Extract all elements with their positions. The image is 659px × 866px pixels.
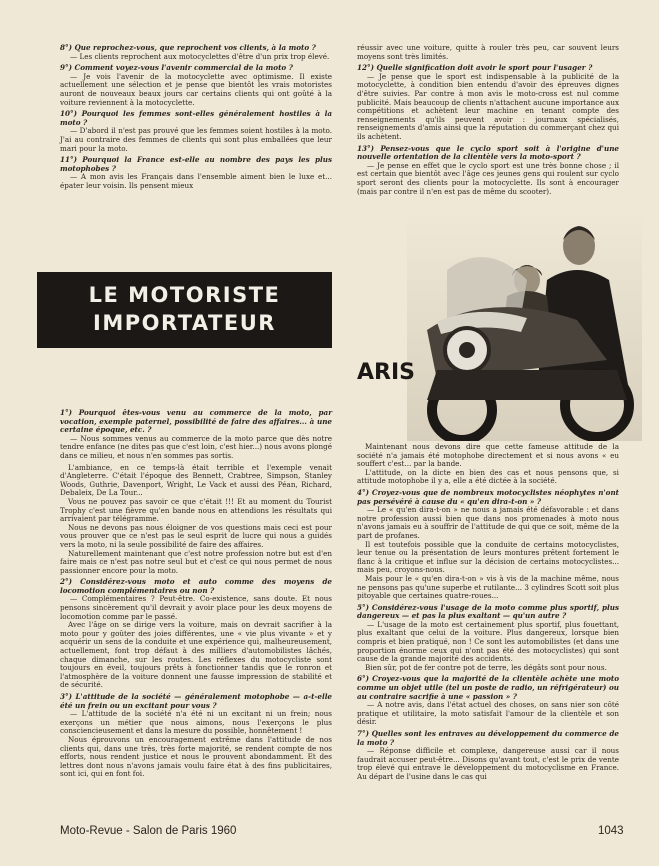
answer-text: — Les clients reprochent aux motocyclettes d'être d'un prix trop élevé.	[70, 51, 330, 61]
qa-item	[60, 44, 332, 61]
answer-text: — Réponse difficile et complexe, dangereuse aussi car il nous faudrait accuser peut-être... Disons qu'avant tout, c'est le prix de vente trop élevé qui entrave le développement du motocyclisme en France. Au départ de l'usine dans le cas qui	[357, 746, 619, 781]
answer-text: — D'abord il n'est pas prouvé que les femmes soient hostiles à la moto. J'ai au contraire des femmes de clients qui sont plus emballées que leur mari pour la moto.	[60, 126, 332, 153]
qa-item	[357, 44, 619, 61]
paragraph-text: Vous ne pouvez pas savoir ce que c'était !!! Et au moment du Tourist Trophy c'est une fièvre qu'en bande nous en attendions les résultats qui arrivaient par télégramme.	[60, 496, 332, 524]
paragraph-text: Nous ne devons pas nous éloigner de vos questions mais ceci est pour vous prouver que ce n'est pas le seul esprit de lucre qui nous a guidés vers la moto, ni la seule possibilité de faire des affaires.	[60, 522, 332, 549]
qa-item	[60, 64, 332, 107]
question-text: 6°) Croyez-vous que la majorité de la clientèle achète une moto comme un objet utile (tel un poste de radio, un réfrigérateur) ou au contraire sacrifie à une « passion » ?	[357, 674, 619, 701]
answer-text: — Je vois l'avenir de la motocyclette avec optimisme. Il existe actuellement une sélection et je pense que bientôt les vrais motoristes auront de nouveaux beaux jours car certains clients qui ont goûté à la voiture reviennent à la motocyclette.	[60, 71, 332, 107]
paragraph-text: L'ambiance, en ce temps-là était terrible et l'exemple venait d'Angleterre. C'était l'époque des Bennett, Crabtree, Simpson, Stanley Woods, Guthrie, Davenport, Wright, Le Vack et aussi des Péan, Richard, Debaleix, De La Tour...	[60, 462, 332, 498]
paragraph-text: Bien sûr, pot de fer contre pot de terre, les dégâts sont pour nous.	[365, 662, 607, 672]
answer-text: — Nous sommes venus au commerce de la moto parce que dès notre tendre enfance (ne dites pas que c'est loin, c'est hier...) nous avons plongé dans ce milieu, et nous n'en sommes pas sortis.	[60, 433, 332, 460]
banner-line-1: LE MOTORISTE	[88, 283, 281, 307]
qa-item	[60, 156, 332, 190]
answer-text: réussir avec une voiture, quitte à rouler très peu, car souvent leurs moyens sont très limités.	[357, 43, 619, 61]
answer-text: — L'usage de la moto est certainement plus sportif, plus fouettant, plus exaltant que celui de la voiture. Plus dangereux, lorsque bien compris et bien pratiqué, non ! Ce sont les automobilistes (et dans une proportion énorme ceux qui n'ont pas été des motocyclistes) qui sont cause de la grande majorité des accidents.	[357, 619, 619, 664]
question-text: 2°) Considérez-vous moto et auto comme des moyens de locomotion complémentaires ou non ?	[60, 577, 332, 595]
paragraph-text: L'attitude, on la dicte en bien des cas et nous pensons que, si attitude motophobe il y a, elle a été dictée à la société.	[357, 467, 619, 486]
answer-text: — A notre avis, dans l'état actuel des choses, on sans nier son côté pratique et utilitaire, la moto satisfait l'amour de la clientèle et son désir.	[357, 700, 619, 727]
top-left-column	[60, 44, 332, 194]
title-banner	[37, 272, 332, 348]
question-text: 10°) Pourquoi les femmes sont-elles généralement hostiles à la moto ?	[60, 109, 332, 127]
paragraph-text: Nous éprouvons un encouragement extrême dans l'attitude de nos clients qui, dans une très, très forte majorité, se rendent compte de nos efforts, nous rendent justice et nous le prouvent abondamment. Et des lettres dont nous n'avons jamais voulu faire état à des fins publicitaires, sont ici, qui en font foi.	[60, 734, 332, 779]
question-text: 8°) Que reprochez-vous, que reprochent vos clients, à la moto ?	[60, 43, 316, 52]
footer-publication: Moto-Revue - Salon de Paris 1960	[60, 825, 237, 837]
paragraph-text: Maintenant nous devons dire que cette fameuse attitude de la société n'a jamais été motophobe directement et si nous avons « eu souffert c'est... par la bande.	[357, 442, 619, 469]
question-text: 3°) L'attitude de la société — généralement motophobe — a-t-elle été un frein ou un excitant pour vous ?	[60, 692, 332, 710]
question-text: 12°) Quelle signification doit avoir le sport pour l'usager ?	[357, 63, 593, 73]
qa-item	[357, 145, 619, 197]
question-text: 11°) Pourquoi la France est-elle au nombre des pays les plus motophobes ?	[60, 155, 332, 173]
bottom-left-column	[60, 409, 332, 779]
answer-text: — Je pense en effet que le cyclo sport est une très bonne chose ; il est certain que bientôt avec l'âge ces jeunes gens qui roulent sur cyclo sport seront des clients pour la motocyclette. Ils sont à encourager (mais par contre il n'en est pas de même du scooter).	[357, 160, 619, 196]
rider-photo	[407, 210, 642, 441]
page-number: 1043	[598, 825, 624, 837]
question-text: 13°) Pensez-vous que le cyclo sport soit à l'origine d'une nouvelle orientation de la clientèle vers la moto-sport ?	[357, 143, 619, 162]
paragraph-text: Avec l'âge on se dirige vers la voiture, mais on devrait sacrifier à la moto pour y goûter des joies différentes, une « vie plus vivante » et y acquérir un sens de la conduite et une expérience qui, malheureusement, actuellement, font trop défaut à des milliers d'automobilistes lâchés, chaque dimanche, sur les routes. Les réflexes du motocycliste sont toujours en éveil, toujours prêts à fonctionner tandis que le ronron et l'atmosphère de la voiture donnent une fausse impression de stabilité et de sécurité.	[60, 620, 332, 690]
paragraph-text: Mais pour le « qu'en dira-t-on » vis à vis de la machine même, nous ne pensons pas qu'une superbe et rutilante... 3 cylindres Scott soit plus pitoyable que certaines quatre-roues...	[357, 573, 619, 601]
question-text: 1°) Pourquoi êtes-vous venu au commerce de la moto, par vocation, exemple paternel, possibilité de faire des affaires... à une certaine époque, etc. ?	[60, 408, 332, 435]
question-text: 4°) Croyez-vous que de nombreux motocyclistes néophytes n'ont pas persévéré à cause du « qu'en dira-t-on » ?	[357, 487, 619, 506]
bottom-right-column	[357, 443, 619, 785]
answer-text: — A mon avis les Français dans l'ensemble aiment bien le luxe et... épater leur voisin. Ils pensent mieux	[60, 172, 332, 190]
question-text: 7°) Quelles sont les entraves au développement du commerce de la moto ?	[357, 729, 619, 747]
paragraph-text: Il est toutefois possible que la conduite de certains motocyclistes, leur tenue ou la présentation de leurs montures prêtent fortement le flanc à la critique et influe sur la décision de certains motocyclistes... mais peu, croyons-nous.	[357, 539, 619, 575]
aris-heading: ARIS	[357, 360, 415, 385]
question-text: 5°) Considérez-vous l'usage de la moto comme plus sportif, plus dangereux — et pas la plus exaltant — qu'un autre ?	[357, 602, 619, 621]
qa-item	[357, 64, 619, 141]
question-text: 9°) Comment voyez-vous l'avenir commercial de la moto ?	[60, 63, 293, 73]
paragraph-text: Naturellement maintenant que c'est notre profession notre but est d'en faire mais ce n'est pas notre seul but et c'est ce qui nous permet de nous passionner encore pour la moto.	[60, 548, 332, 575]
answer-text: — Le « qu'en dira-t-on » ne nous a jamais été défavorable : et dans notre profession aussi bien que dans nos promenades à moto nous n'avons jamais eu à souffrir de l'attitude de qui que ce soit, même de la part de profanes.	[357, 505, 619, 540]
answer-text: — Complémentaires ? Peut-être. Co-existence, sans doute. Et nous pensons sincèrement qu'il devrait y avoir place pour les deux moyens de locomotion comme par le passé.	[60, 594, 332, 621]
photo-illustration	[407, 210, 642, 441]
answer-text: — L'attitude de la société n'a été ni un excitant ni un frein; nous exerçons un métier que nous aimons, nous l'exerçons le plus consciencieusement et dans la mesure du possible, honnêtement !	[60, 709, 332, 736]
answer-text: — Je pense que le sport est indispensable à la publicité de la motocyclette, à condition bien entendu d'avoir des épreuves dignes d'être suivies. Par contre à mon avis le moto-cross est nul comme publicité. Mais beaucoup de clients n'attachent aucune importance aux compétitions et achètent leur machine en tenant compte des renseignements qu'ils peuvent avoir : journaux spécialisés, renseignements d'amis ainsi que la réputation du commerçant chez qui ils achètent.	[357, 71, 619, 141]
top-right-column	[357, 44, 619, 199]
qa-item	[60, 110, 332, 153]
banner-line-2: IMPORTATEUR	[93, 311, 276, 335]
